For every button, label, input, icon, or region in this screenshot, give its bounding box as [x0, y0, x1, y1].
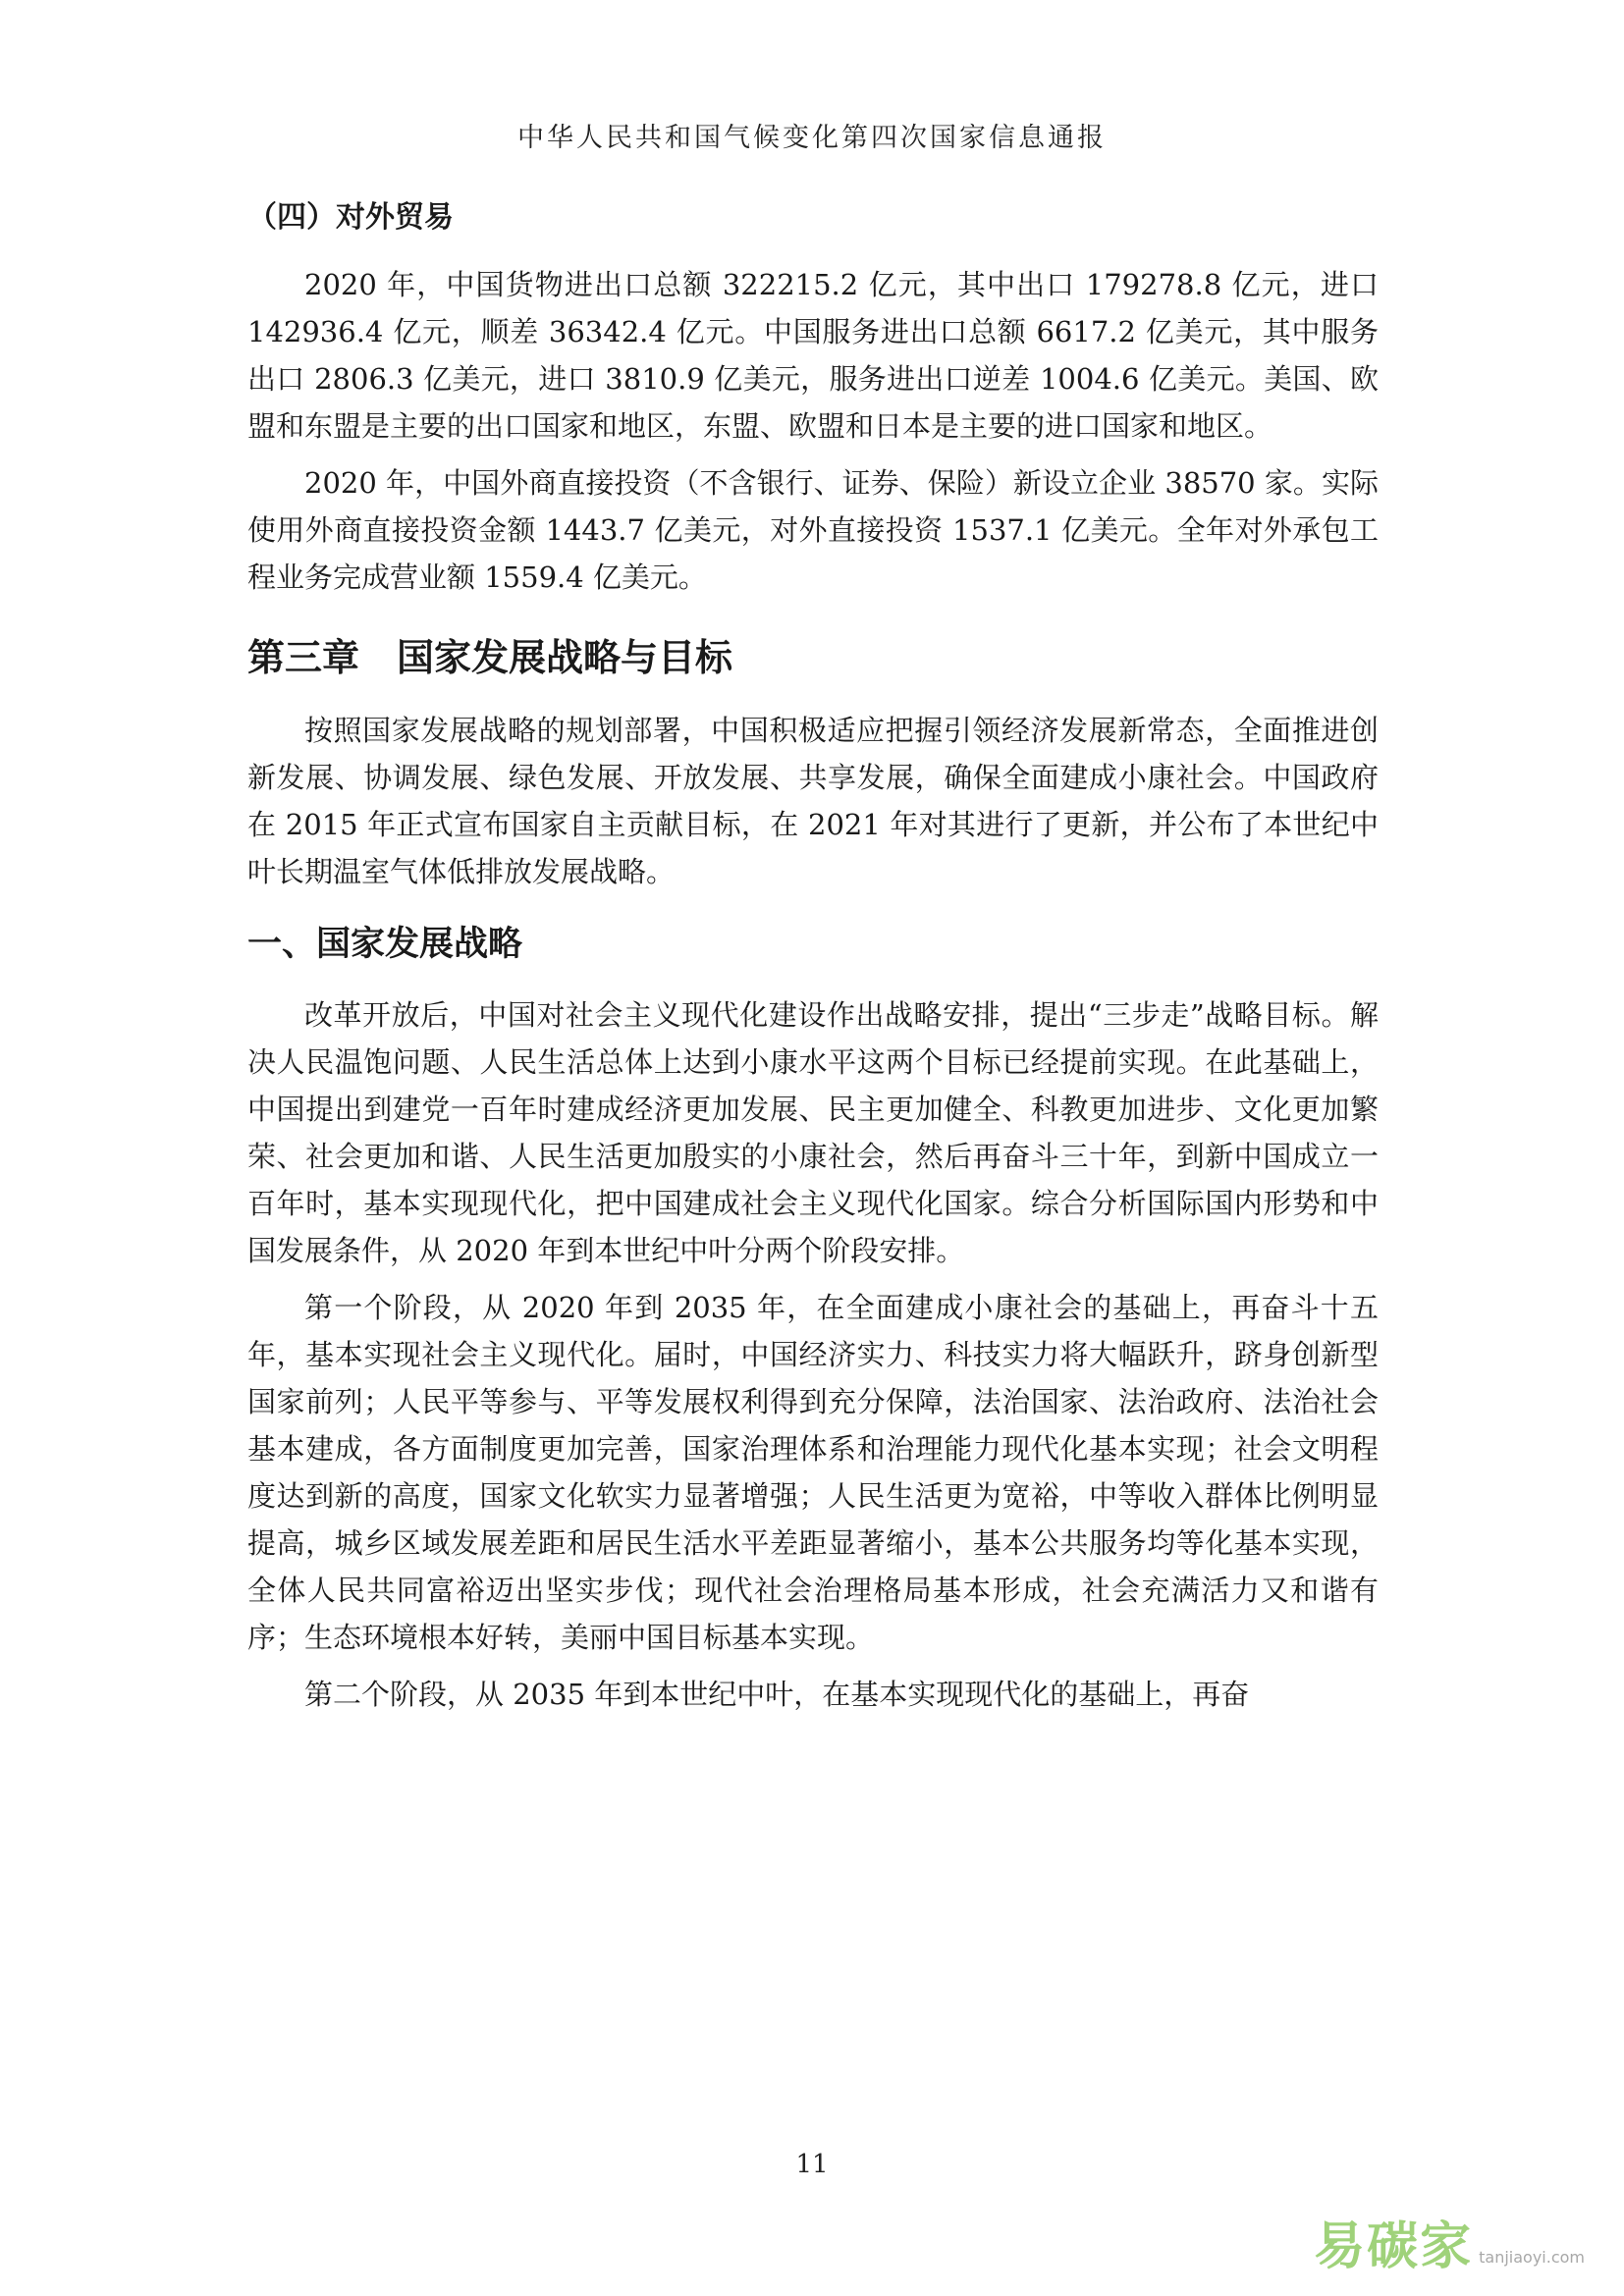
- chapter-heading: 第三章 国家发展战略与目标: [247, 636, 733, 679]
- paragraph-trade-2: 2020 年，中国外商直接投资（不含银行、证券、保险）新设立企业 38570 家。实际使用外商直接投资金额 1443.7 亿美元，对外直接投资 1537.1 亿美元。全年对外承包工程业务完成营业额 1559.4 亿美元。: [247, 466, 1379, 594]
- paragraph-strategy-3: 第二个阶段，从 2035 年到本世纪中叶，在基本实现现代化的基础上，再奋: [304, 1678, 1250, 1711]
- page-number: 11: [795, 2150, 829, 2179]
- section-heading-foreign-trade: （四）对外贸易: [247, 200, 454, 235]
- document-body: [247, 196, 1379, 1728]
- watermark-logo: [1314, 2205, 1585, 2278]
- page-header: 中华人民共和国气候变化第四次国家信息通报: [517, 123, 1107, 153]
- paragraph-strategy-1: 改革开放后，中国对社会主义现代化建设作出战略安排，提出“三步走”战略目标。解决人民温饱问题、人民生活总体上达到小康水平这两个目标已经提前实现。在此基础上，中国提出到建党一百年时建成经济更加发展、民主更加健全、科教更加进步、文化更加繁荣、社会更加和谐、人民生活更加殷实的小康社会，然后再奋斗三十年，到新中国成立一百年时，基本实现现代化，把中国建成社会主义现代化国家。综合分析国际国内形势和中国发展条件，从 2020 年到本世纪中叶分两个阶段安排。: [247, 998, 1379, 1267]
- watermark-text: 易碳家: [1314, 2217, 1474, 2276]
- paragraph-chapter-intro: 按照国家发展战略的规划部署，中国积极适应把握引领经济发展新常态，全面推进创新发展、协调发展、绿色发展、开放发展、共享发展，确保全面建成小康社会。中国政府在 2015 年正式宣布国家自主贡献目标，在 2021 年对其进行了更新，并公布了本世纪中叶长期温室气体低排放发展战略。: [247, 714, 1379, 888]
- section-heading-national-strategy: 一、国家发展战略: [247, 925, 523, 964]
- paragraph-trade-1: 2020 年，中国货物进出口总额 322215.2 亿元，其中出口 179278.8 亿元，进口 142936.4 亿元，顺差 36342.4 亿元。中国服务进出口总额 6617.2 亿美元，其中服务出口 2806.3 亿美元，进口 3810.9 亿美元，服务进出口逆差 1004.6 亿美元。美国、欧盟和东盟是主要的出口国家和地区，东盟、欧盟和日本是主要的进口国家和地区。: [247, 268, 1379, 443]
- paragraph-strategy-2: 第一个阶段，从 2020 年到 2035 年，在全面建成小康社会的基础上，再奋斗十五年，基本实现社会主义现代化。届时，中国经济实力、科技实力将大幅跃升，跻身创新型国家前列；人民平等参与、平等发展权利得到充分保障，法治国家、法治政府、法治社会基本建成，各方面制度更加完善，国家治理体系和治理能力现代化基本实现；社会文明程度达到新的高度，国家文化软实力显著增强；人民生活更为宽裕，中等收入群体比例明显提高，城乡区域发展差距和居民生活水平差距显著缩小，基本公共服务均等化基本实现，全体人民共同富裕迈出坚实步伐；现代社会治理格局基本形成，社会充满活力又和谐有序；生态环境根本好转，美丽中国目标基本实现。: [247, 1291, 1379, 1654]
- watermark-domain: tanjiaoyi.com: [1479, 2248, 1585, 2267]
